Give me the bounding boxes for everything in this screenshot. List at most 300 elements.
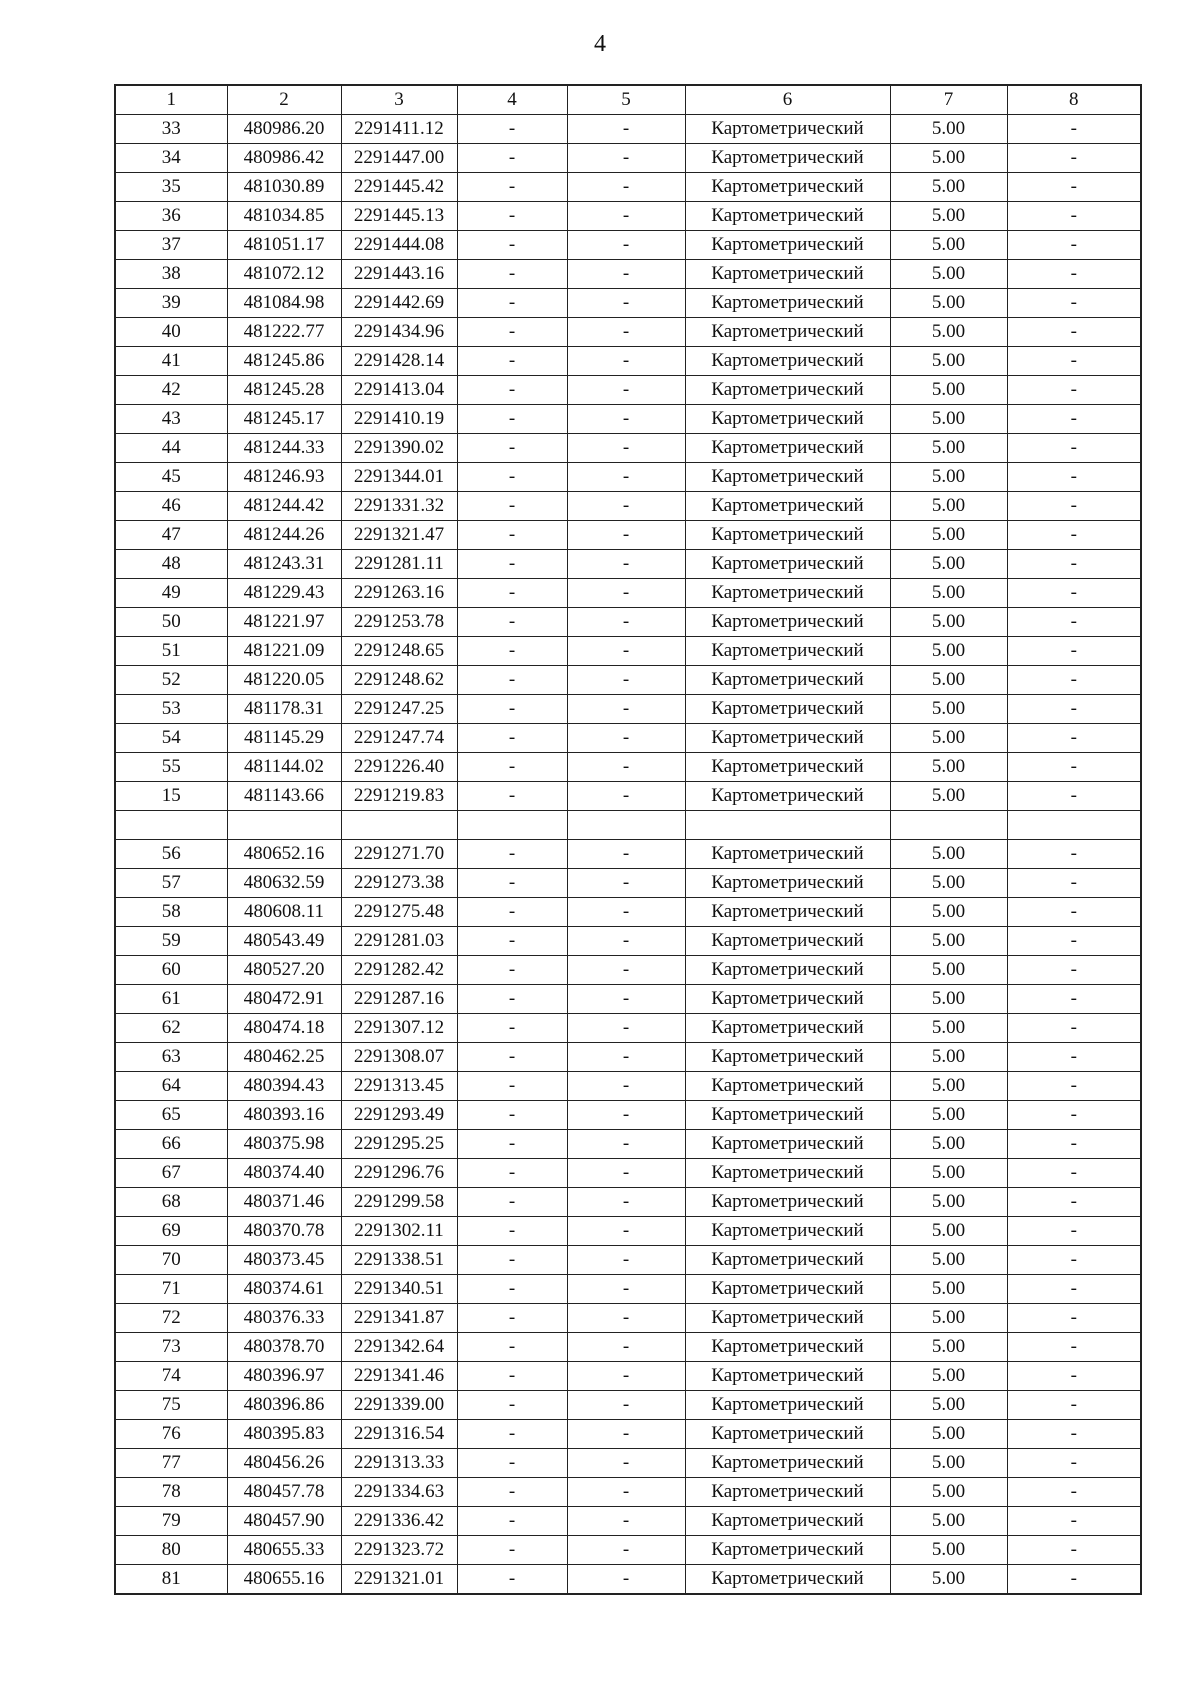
cell-point-number: 51	[115, 637, 227, 666]
cell-col8-value: -	[1007, 376, 1141, 405]
cell-point-number: 75	[115, 1391, 227, 1420]
cell-point-number: 71	[115, 1275, 227, 1304]
table-row	[115, 753, 1141, 782]
cell-y-coordinate: 2291226.40	[341, 753, 457, 782]
table-row	[115, 1420, 1141, 1449]
cell-accuracy: 5.00	[890, 956, 1007, 985]
cell-col8-value: -	[1007, 144, 1141, 173]
table-row	[115, 376, 1141, 405]
header-cell-6: 6	[685, 85, 890, 115]
cell-col4-value: -	[457, 550, 567, 579]
cell-accuracy: 5.00	[890, 1014, 1007, 1043]
cell-col4-value: -	[457, 898, 567, 927]
cell-method: Картометрический	[685, 724, 890, 753]
cell-accuracy: 5.00	[890, 695, 1007, 724]
cell-x-coordinate: 481178.31	[227, 695, 341, 724]
header-cell-8: 8	[1007, 85, 1141, 115]
table-row	[115, 1159, 1141, 1188]
cell-point-number: 34	[115, 144, 227, 173]
cell-method: Картометрический	[685, 347, 890, 376]
table-row	[115, 1072, 1141, 1101]
cell-col4-value: -	[457, 1362, 567, 1391]
cell-col5-value: -	[567, 1275, 685, 1304]
cell-method: Картометрический	[685, 579, 890, 608]
cell-method: Картометрический	[685, 260, 890, 289]
cell-x-coordinate	[227, 811, 341, 840]
cell-col4-value: -	[457, 1478, 567, 1507]
cell-y-coordinate: 2291302.11	[341, 1217, 457, 1246]
cell-col8-value: -	[1007, 1362, 1141, 1391]
cell-point-number: 69	[115, 1217, 227, 1246]
cell-y-coordinate: 2291296.76	[341, 1159, 457, 1188]
cell-y-coordinate: 2291334.63	[341, 1478, 457, 1507]
cell-col8-value: -	[1007, 608, 1141, 637]
cell-y-coordinate: 2291287.16	[341, 985, 457, 1014]
cell-col8-value: -	[1007, 695, 1141, 724]
cell-col5-value: -	[567, 550, 685, 579]
cell-col4-value	[457, 811, 567, 840]
cell-col8-value: -	[1007, 521, 1141, 550]
cell-col5-value: -	[567, 1130, 685, 1159]
table-row	[115, 1565, 1141, 1595]
cell-method: Картометрический	[685, 840, 890, 869]
cell-col4-value: -	[457, 1420, 567, 1449]
cell-x-coordinate: 481145.29	[227, 724, 341, 753]
cell-accuracy: 5.00	[890, 1101, 1007, 1130]
cell-col8-value: -	[1007, 347, 1141, 376]
cell-x-coordinate: 481144.02	[227, 753, 341, 782]
cell-point-number: 57	[115, 869, 227, 898]
cell-col5-value: -	[567, 840, 685, 869]
cell-col8-value: -	[1007, 289, 1141, 318]
cell-method: Картометрический	[685, 956, 890, 985]
cell-accuracy: 5.00	[890, 1188, 1007, 1217]
cell-x-coordinate: 481221.09	[227, 637, 341, 666]
cell-x-coordinate: 480376.33	[227, 1304, 341, 1333]
cell-col5-value: -	[567, 1420, 685, 1449]
cell-col8-value: -	[1007, 1565, 1141, 1595]
cell-col4-value: -	[457, 695, 567, 724]
cell-y-coordinate: 2291341.46	[341, 1362, 457, 1391]
cell-point-number: 54	[115, 724, 227, 753]
cell-y-coordinate: 2291443.16	[341, 260, 457, 289]
cell-point-number: 65	[115, 1101, 227, 1130]
cell-point-number	[115, 811, 227, 840]
cell-col4-value: -	[457, 1101, 567, 1130]
cell-point-number: 35	[115, 173, 227, 202]
cell-accuracy: 5.00	[890, 173, 1007, 202]
cell-point-number: 47	[115, 521, 227, 550]
table-row	[115, 1304, 1141, 1333]
cell-y-coordinate: 2291321.01	[341, 1565, 457, 1595]
cell-x-coordinate: 480527.20	[227, 956, 341, 985]
cell-method: Картометрический	[685, 1333, 890, 1362]
cell-point-number: 53	[115, 695, 227, 724]
cell-col8-value: -	[1007, 550, 1141, 579]
cell-col4-value: -	[457, 956, 567, 985]
table-row	[115, 782, 1141, 811]
cell-x-coordinate: 481143.66	[227, 782, 341, 811]
cell-col4-value: -	[457, 1072, 567, 1101]
cell-col4-value: -	[457, 463, 567, 492]
cell-x-coordinate: 480375.98	[227, 1130, 341, 1159]
cell-col5-value: -	[567, 1565, 685, 1595]
cell-x-coordinate: 480396.86	[227, 1391, 341, 1420]
cell-x-coordinate: 481246.93	[227, 463, 341, 492]
table-row	[115, 1217, 1141, 1246]
cell-x-coordinate: 481245.28	[227, 376, 341, 405]
cell-x-coordinate: 480396.97	[227, 1362, 341, 1391]
cell-col4-value: -	[457, 1536, 567, 1565]
cell-col4-value: -	[457, 376, 567, 405]
cell-method: Картометрический	[685, 1217, 890, 1246]
cell-col8-value: -	[1007, 782, 1141, 811]
table-row	[115, 1391, 1141, 1420]
table-row	[115, 927, 1141, 956]
table-row	[115, 666, 1141, 695]
cell-accuracy: 5.00	[890, 1478, 1007, 1507]
cell-method: Картометрический	[685, 1072, 890, 1101]
cell-method: Картометрический	[685, 1391, 890, 1420]
table-row	[115, 492, 1141, 521]
cell-y-coordinate: 2291247.74	[341, 724, 457, 753]
cell-col8-value: -	[1007, 985, 1141, 1014]
cell-col4-value: -	[457, 521, 567, 550]
cell-x-coordinate: 480371.46	[227, 1188, 341, 1217]
table-header-row	[115, 85, 1141, 115]
cell-col8-value: -	[1007, 115, 1141, 144]
table-row	[115, 1043, 1141, 1072]
cell-accuracy: 5.00	[890, 1043, 1007, 1072]
cell-col4-value: -	[457, 1449, 567, 1478]
cell-y-coordinate: 2291248.62	[341, 666, 457, 695]
cell-x-coordinate: 480655.16	[227, 1565, 341, 1595]
cell-point-number: 61	[115, 985, 227, 1014]
cell-point-number: 40	[115, 318, 227, 347]
cell-accuracy: 5.00	[890, 434, 1007, 463]
cell-col4-value: -	[457, 1188, 567, 1217]
cell-col8-value: -	[1007, 927, 1141, 956]
cell-col8-value: -	[1007, 202, 1141, 231]
cell-x-coordinate: 481222.77	[227, 318, 341, 347]
cell-col5-value: -	[567, 376, 685, 405]
cell-accuracy: 5.00	[890, 1391, 1007, 1420]
header-cell-4: 4	[457, 85, 567, 115]
cell-point-number: 50	[115, 608, 227, 637]
cell-x-coordinate: 481220.05	[227, 666, 341, 695]
cell-x-coordinate: 481084.98	[227, 289, 341, 318]
cell-x-coordinate: 480393.16	[227, 1101, 341, 1130]
cell-x-coordinate: 481221.97	[227, 608, 341, 637]
table-row	[115, 579, 1141, 608]
cell-point-number: 68	[115, 1188, 227, 1217]
cell-point-number: 38	[115, 260, 227, 289]
cell-col4-value: -	[457, 1333, 567, 1362]
cell-x-coordinate: 481244.42	[227, 492, 341, 521]
cell-y-coordinate: 2291428.14	[341, 347, 457, 376]
cell-accuracy: 5.00	[890, 840, 1007, 869]
table-row	[115, 231, 1141, 260]
cell-col5-value: -	[567, 1188, 685, 1217]
cell-col4-value: -	[457, 173, 567, 202]
cell-col5-value: -	[567, 927, 685, 956]
cell-col8-value: -	[1007, 753, 1141, 782]
cell-accuracy: 5.00	[890, 144, 1007, 173]
cell-x-coordinate: 481243.31	[227, 550, 341, 579]
table-row	[115, 115, 1141, 144]
cell-x-coordinate: 481244.26	[227, 521, 341, 550]
table-row	[115, 1507, 1141, 1536]
cell-accuracy: 5.00	[890, 724, 1007, 753]
cell-y-coordinate: 2291253.78	[341, 608, 457, 637]
cell-method: Картометрический	[685, 869, 890, 898]
cell-y-coordinate: 2291344.01	[341, 463, 457, 492]
cell-col5-value: -	[567, 1391, 685, 1420]
cell-col4-value: -	[457, 1565, 567, 1595]
cell-point-number: 76	[115, 1420, 227, 1449]
cell-accuracy: 5.00	[890, 608, 1007, 637]
cell-col4-value: -	[457, 637, 567, 666]
cell-col8-value: -	[1007, 318, 1141, 347]
cell-accuracy: 5.00	[890, 1362, 1007, 1391]
table-row	[115, 1275, 1141, 1304]
table-body	[115, 85, 1141, 1594]
cell-y-coordinate: 2291247.25	[341, 695, 457, 724]
cell-y-coordinate: 2291219.83	[341, 782, 457, 811]
cell-y-coordinate: 2291307.12	[341, 1014, 457, 1043]
cell-col5-value: -	[567, 463, 685, 492]
cell-method: Картометрический	[685, 608, 890, 637]
table-row	[115, 521, 1141, 550]
cell-y-coordinate: 2291248.65	[341, 637, 457, 666]
cell-method: Картометрический	[685, 115, 890, 144]
cell-x-coordinate: 480462.25	[227, 1043, 341, 1072]
cell-y-coordinate: 2291281.11	[341, 550, 457, 579]
cell-point-number: 73	[115, 1333, 227, 1362]
cell-accuracy: 5.00	[890, 1275, 1007, 1304]
cell-col5-value: -	[567, 318, 685, 347]
cell-method: Картометрический	[685, 405, 890, 434]
cell-col5-value: -	[567, 1536, 685, 1565]
cell-col4-value: -	[457, 289, 567, 318]
cell-point-number: 62	[115, 1014, 227, 1043]
table-row	[115, 724, 1141, 753]
cell-x-coordinate: 480395.83	[227, 1420, 341, 1449]
cell-col5-value: -	[567, 608, 685, 637]
cell-accuracy: 5.00	[890, 927, 1007, 956]
cell-col5-value: -	[567, 347, 685, 376]
cell-col8-value: -	[1007, 1275, 1141, 1304]
cell-col4-value: -	[457, 782, 567, 811]
cell-col8-value: -	[1007, 1014, 1141, 1043]
cell-x-coordinate: 480632.59	[227, 869, 341, 898]
cell-col4-value: -	[457, 1246, 567, 1275]
table-row	[115, 840, 1141, 869]
cell-y-coordinate: 2291338.51	[341, 1246, 457, 1275]
cell-x-coordinate: 480474.18	[227, 1014, 341, 1043]
cell-point-number: 52	[115, 666, 227, 695]
table-row	[115, 463, 1141, 492]
page-number: 4	[594, 31, 606, 57]
cell-method: Картометрический	[685, 492, 890, 521]
coordinates-table	[114, 84, 1142, 1595]
cell-method	[685, 811, 890, 840]
cell-col5-value: -	[567, 1478, 685, 1507]
cell-accuracy: 5.00	[890, 666, 1007, 695]
cell-y-coordinate: 2291413.04	[341, 376, 457, 405]
cell-y-coordinate: 2291263.16	[341, 579, 457, 608]
cell-col4-value: -	[457, 347, 567, 376]
cell-method: Картометрический	[685, 1536, 890, 1565]
cell-col4-value: -	[457, 985, 567, 1014]
cell-col8-value: -	[1007, 405, 1141, 434]
cell-col5-value: -	[567, 753, 685, 782]
cell-x-coordinate: 480457.90	[227, 1507, 341, 1536]
header-cell-5: 5	[567, 85, 685, 115]
cell-method: Картометрический	[685, 753, 890, 782]
cell-y-coordinate: 2291282.42	[341, 956, 457, 985]
cell-accuracy: 5.00	[890, 1246, 1007, 1275]
cell-accuracy: 5.00	[890, 1449, 1007, 1478]
cell-col8-value: -	[1007, 1507, 1141, 1536]
cell-col5-value: -	[567, 1507, 685, 1536]
cell-method: Картометрический	[685, 1478, 890, 1507]
cell-method: Картометрический	[685, 1275, 890, 1304]
cell-point-number: 77	[115, 1449, 227, 1478]
cell-point-number: 56	[115, 840, 227, 869]
table-row	[115, 173, 1141, 202]
table-row	[115, 695, 1141, 724]
cell-x-coordinate: 481245.86	[227, 347, 341, 376]
cell-col4-value: -	[457, 115, 567, 144]
cell-x-coordinate: 480986.42	[227, 144, 341, 173]
cell-y-coordinate: 2291411.12	[341, 115, 457, 144]
cell-accuracy: 5.00	[890, 463, 1007, 492]
cell-col5-value: -	[567, 492, 685, 521]
cell-x-coordinate: 480456.26	[227, 1449, 341, 1478]
table-row	[115, 1246, 1141, 1275]
cell-method: Картометрический	[685, 1449, 890, 1478]
cell-x-coordinate: 481245.17	[227, 405, 341, 434]
cell-y-coordinate: 2291313.45	[341, 1072, 457, 1101]
cell-method: Картометрический	[685, 695, 890, 724]
cell-col8-value: -	[1007, 1188, 1141, 1217]
cell-col5-value: -	[567, 782, 685, 811]
cell-point-number: 80	[115, 1536, 227, 1565]
cell-col5-value: -	[567, 1014, 685, 1043]
table-row	[115, 1333, 1141, 1362]
table-row	[115, 144, 1141, 173]
cell-method: Картометрический	[685, 1130, 890, 1159]
cell-col4-value: -	[457, 869, 567, 898]
cell-col5-value: -	[567, 985, 685, 1014]
cell-accuracy: 5.00	[890, 637, 1007, 666]
cell-accuracy: 5.00	[890, 1072, 1007, 1101]
cell-col8-value	[1007, 811, 1141, 840]
cell-method: Картометрический	[685, 1565, 890, 1595]
header-cell-2: 2	[227, 85, 341, 115]
cell-method: Картометрический	[685, 231, 890, 260]
cell-col4-value: -	[457, 318, 567, 347]
cell-point-number: 42	[115, 376, 227, 405]
cell-point-number: 45	[115, 463, 227, 492]
cell-y-coordinate: 2291342.64	[341, 1333, 457, 1362]
cell-y-coordinate	[341, 811, 457, 840]
cell-method: Картометрический	[685, 521, 890, 550]
cell-accuracy: 5.00	[890, 376, 1007, 405]
cell-y-coordinate: 2291336.42	[341, 1507, 457, 1536]
cell-col8-value: -	[1007, 1101, 1141, 1130]
cell-col8-value: -	[1007, 1159, 1141, 1188]
cell-point-number: 15	[115, 782, 227, 811]
cell-method: Картометрический	[685, 782, 890, 811]
table-row	[115, 1101, 1141, 1130]
cell-col5-value: -	[567, 956, 685, 985]
cell-accuracy: 5.00	[890, 1130, 1007, 1159]
cell-point-number: 43	[115, 405, 227, 434]
cell-method: Картометрический	[685, 1101, 890, 1130]
cell-col8-value: -	[1007, 260, 1141, 289]
cell-point-number: 60	[115, 956, 227, 985]
cell-method: Картометрический	[685, 202, 890, 231]
cell-col8-value: -	[1007, 898, 1141, 927]
cell-col5-value: -	[567, 724, 685, 753]
cell-y-coordinate: 2291444.08	[341, 231, 457, 260]
cell-point-number: 79	[115, 1507, 227, 1536]
cell-col8-value: -	[1007, 492, 1141, 521]
cell-col4-value: -	[457, 1043, 567, 1072]
cell-x-coordinate: 481030.89	[227, 173, 341, 202]
cell-col4-value: -	[457, 405, 567, 434]
cell-col8-value: -	[1007, 637, 1141, 666]
cell-point-number: 46	[115, 492, 227, 521]
cell-col4-value: -	[457, 1014, 567, 1043]
cell-x-coordinate: 480378.70	[227, 1333, 341, 1362]
cell-accuracy: 5.00	[890, 782, 1007, 811]
cell-method: Картометрический	[685, 289, 890, 318]
cell-point-number: 39	[115, 289, 227, 318]
cell-col4-value: -	[457, 231, 567, 260]
cell-accuracy: 5.00	[890, 550, 1007, 579]
cell-accuracy: 5.00	[890, 1217, 1007, 1246]
cell-y-coordinate: 2291299.58	[341, 1188, 457, 1217]
cell-x-coordinate: 480986.20	[227, 115, 341, 144]
cell-point-number: 78	[115, 1478, 227, 1507]
cell-point-number: 66	[115, 1130, 227, 1159]
cell-col5-value: -	[567, 1159, 685, 1188]
cell-method: Картометрический	[685, 463, 890, 492]
cell-accuracy: 5.00	[890, 405, 1007, 434]
cell-y-coordinate: 2291316.54	[341, 1420, 457, 1449]
cell-point-number: 67	[115, 1159, 227, 1188]
cell-col5-value: -	[567, 869, 685, 898]
cell-col8-value: -	[1007, 1304, 1141, 1333]
cell-accuracy: 5.00	[890, 231, 1007, 260]
cell-col5-value: -	[567, 115, 685, 144]
cell-col8-value: -	[1007, 434, 1141, 463]
cell-x-coordinate: 481229.43	[227, 579, 341, 608]
cell-col8-value: -	[1007, 1449, 1141, 1478]
table-row	[115, 434, 1141, 463]
cell-point-number: 64	[115, 1072, 227, 1101]
cell-col5-value: -	[567, 1304, 685, 1333]
cell-point-number: 74	[115, 1362, 227, 1391]
cell-accuracy: 5.00	[890, 1536, 1007, 1565]
cell-accuracy: 5.00	[890, 347, 1007, 376]
cell-point-number: 37	[115, 231, 227, 260]
cell-y-coordinate: 2291434.96	[341, 318, 457, 347]
cell-point-number: 55	[115, 753, 227, 782]
